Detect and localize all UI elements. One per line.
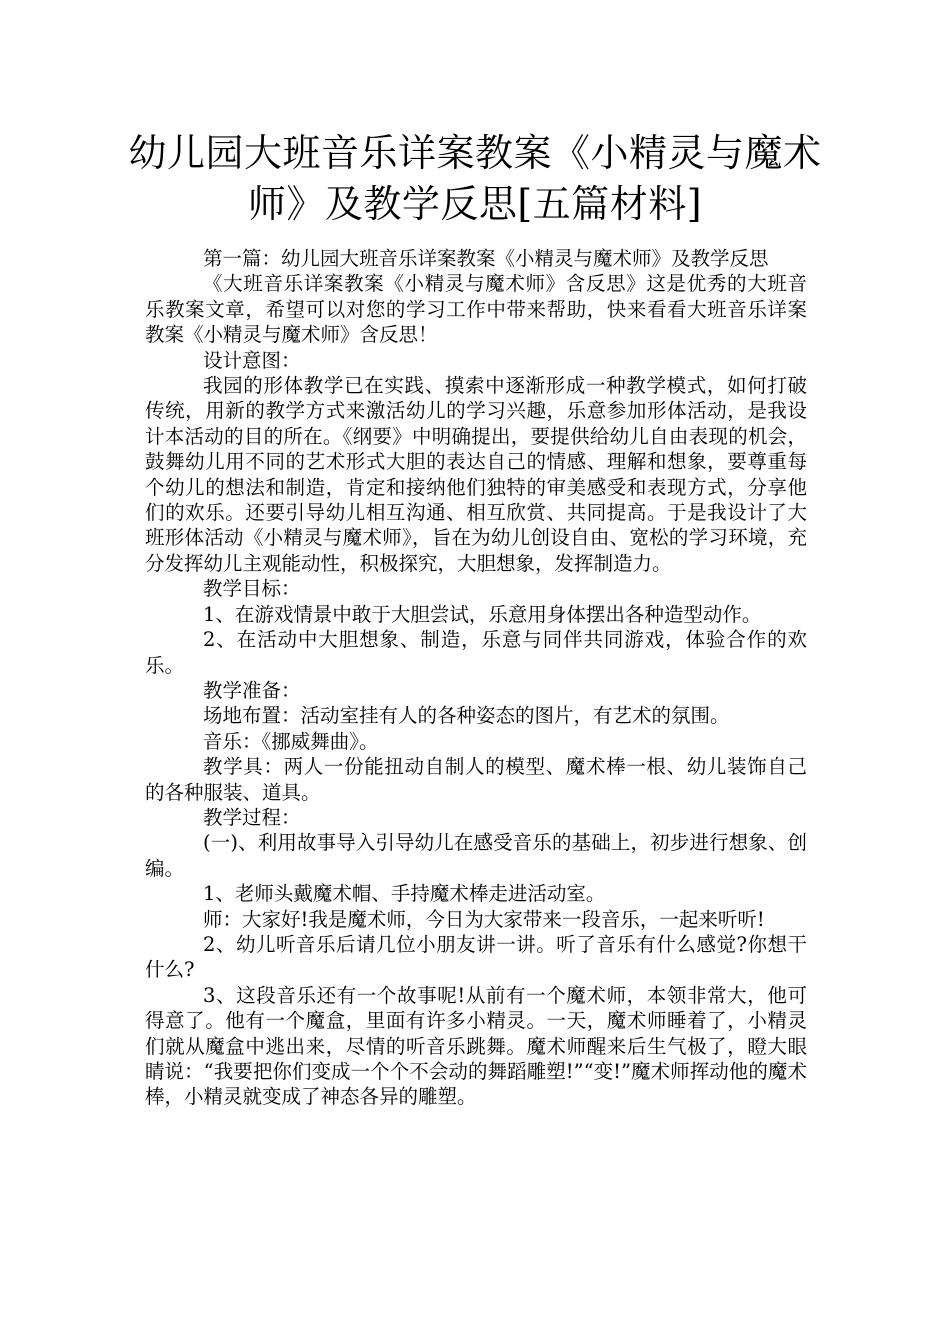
paragraph: 师：大家好!我是魔术师，今日为大家带来一段音乐，一起来听听! xyxy=(203,907,765,931)
paragraph: 《大班音乐详案教案《小精灵与魔术师》含反思》这是优秀的大班音乐教案文章，希望可以对您的学习工作中带来帮助，快来看看大班音乐详案教案《小精灵与魔术师》含反思！ xyxy=(145,272,807,347)
paragraph: 1、老师头戴魔术帽、手持魔术棒走进活动室。 xyxy=(203,882,606,906)
paragraph: 教学目标： xyxy=(203,577,301,601)
paragraph: 教学过程： xyxy=(203,805,301,829)
paragraph: 教学准备： xyxy=(203,678,301,702)
paragraph: 2、在活动中大胆想象、制造，乐意与同伴共同游戏，体验合作的欢乐。 xyxy=(145,628,807,677)
paragraph: 2、幼儿听音乐后请几位小朋友讲一讲。听了音乐有什么感觉?你想干什么? xyxy=(145,932,807,982)
document-title: 幼儿园大班音乐详案教案《小精灵与魔术师》及教学反思[五篇材料] xyxy=(128,131,822,226)
paragraph: 设计意图： xyxy=(203,348,301,372)
paragraph: 第一篇：幼儿园大班音乐详案教案《小精灵与魔术师》及教学反思 xyxy=(203,247,769,270)
paragraph: 我园的形体教学已在实践、摸索中逐渐形成一种教学模式，如何打破传统，用新的教学方式来激活幼儿的学习兴趣，乐意参加形体活动，是我设计本活动的目的所在。《纲要》中明确提出，要提供给幼儿自由表现的机会，鼓舞幼儿用不同的艺术形式大胆的表达自己的情感、理解和想象，要尊重每个幼儿的想法和制造，肯定和接纳他们独特的审美感受和表现方式，分享他们的欢乐。还要引导幼儿相互沟通、相互欣赏、共同提高。于是我设计了大班形体活动《小精灵与魔术师》，旨在为幼儿创设自由、宽松的学习环境，充分发挥幼儿主观能动性，积极探究，大胆想象，发挥制造力。 xyxy=(145,374,807,575)
document-body xyxy=(145,246,807,1110)
paragraph: 3、这段音乐还有一个故事呢!从前有一个魔术师，本领非常大，他可得意了。他有一个魔盒，里面有许多小精灵。一天，魔术师睡着了，小精灵们就从魔盒中逃出来，尽情的听音乐跳舞。魔术师醒来后生气极了，瞪大眼睛说：“我要把你们变成一个个不会动的舞蹈雕塑!”“变!”魔术师挥动他的魔术棒，小精灵就变成了神态各异的雕塑。 xyxy=(145,983,807,1109)
paragraph: 场地布置：活动室挂有人的各种姿态的图片，有艺术的氛围。 xyxy=(203,704,730,728)
paragraph: 音乐：《挪威舞曲》。 xyxy=(203,729,379,753)
paragraph: 1、在游戏情景中敢于大胆尝试，乐意用身体摆出各种造型动作。 xyxy=(203,602,762,626)
paragraph: 教学具：两人一份能扭动自制人的模型、魔术棒一根、幼儿装饰自己的各种服装、道具。 xyxy=(145,755,807,804)
paragraph: (一)、利用故事导入引导幼儿在感受音乐的基础上，初步进行想象、创编。 xyxy=(145,831,807,880)
